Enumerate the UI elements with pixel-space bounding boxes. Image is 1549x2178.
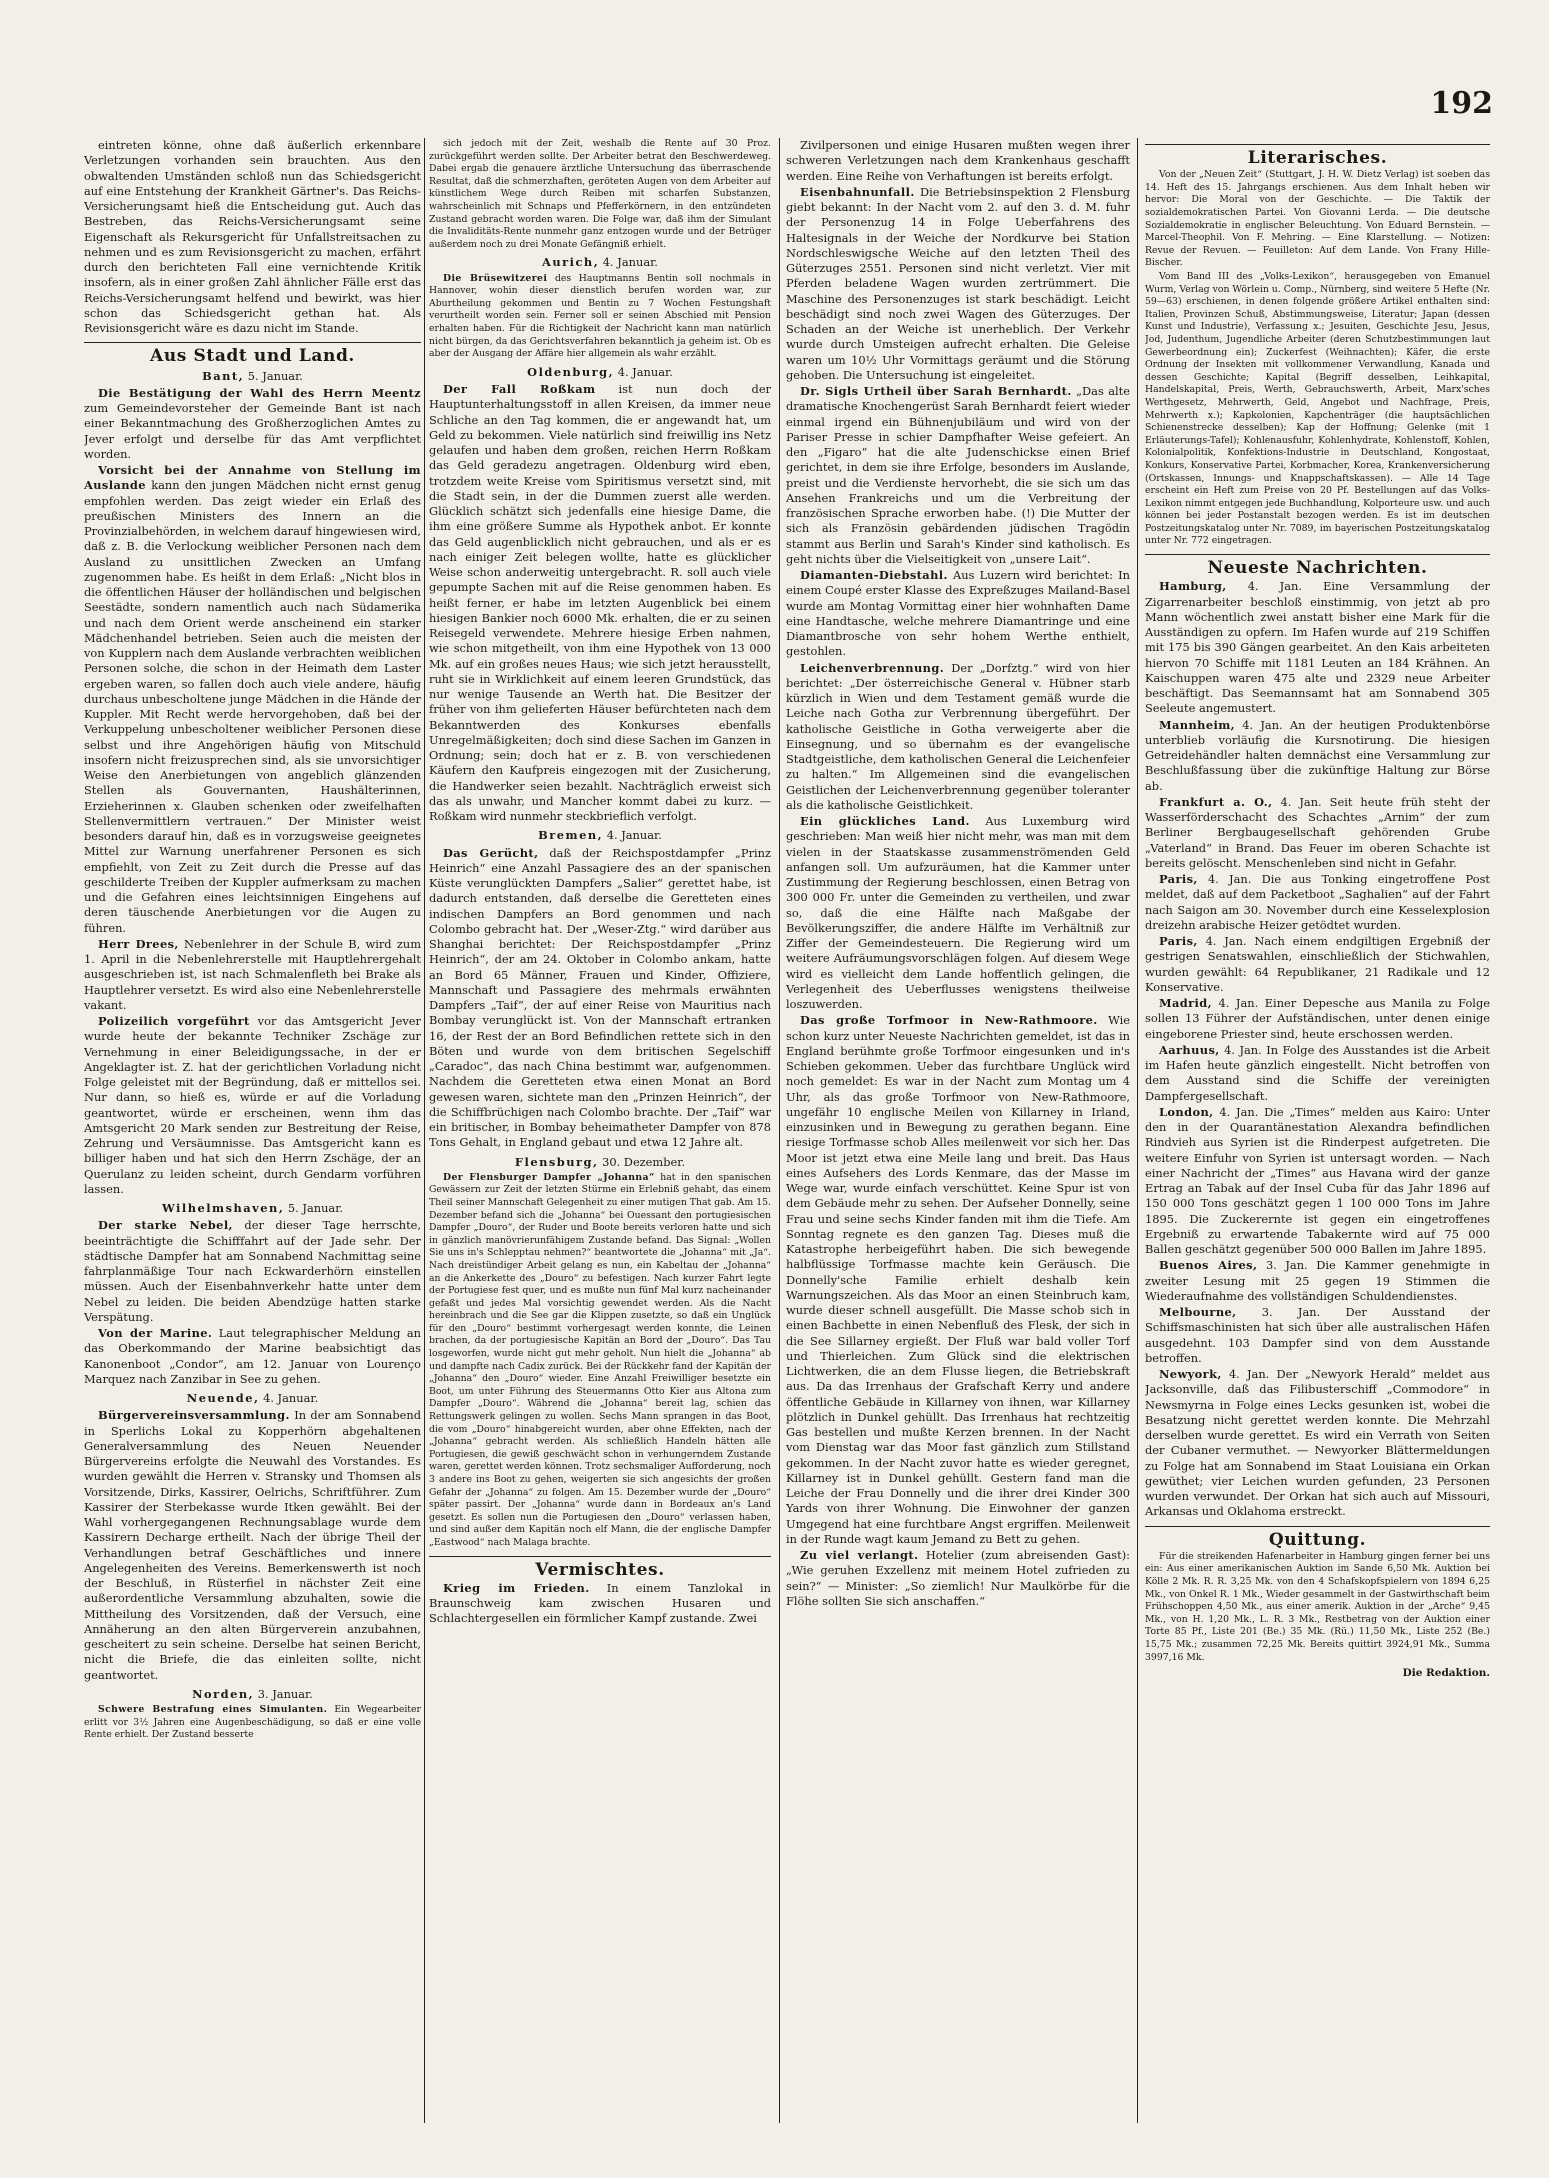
article-paragraph (1145, 996, 1490, 1042)
article-headline: Von der Marine. (98, 1326, 213, 1340)
article-headline: Buenos Aires, (1159, 1258, 1258, 1273)
dateline-date: 4. Januar. (599, 255, 658, 270)
article-paragraph (1145, 872, 1490, 933)
article-headline: Krieg im Frieden. (443, 1580, 590, 1595)
section-heading: Quittung. (1268, 1529, 1367, 1550)
article-paragraph (786, 568, 1130, 660)
article-body: sich jedoch mit der Zeit, weshalb die Rente auf 30 Proz. zurückgeführt werden sollte. Der Arbeiter betrat den Beschwerdeweg. Dabei ergab die genauere ärztliche Untersuchung das überraschende Resultat, daß die schmerzhaften, geröteten Augen von dem Arbeiter auf künstlichem Wege durch Reiben mit scharfen Substanzen, wahrscheinlich mit Schnaps und Pfefferkörnern, in den entzündeten Zustand gebracht worden waren. Die Folge war, daß ihm der Simulant die Invaliditäts-Rente nunmehr ganz entzogen wurde und der Betrüger außerdem noch zu drei Monate Gefängniß erhielt. (429, 138, 771, 250)
section-heading: Neueste Nachrichten. (1207, 558, 1428, 579)
section-rule (1145, 554, 1490, 555)
dateline (84, 1687, 421, 1702)
article-paragraph (84, 1704, 421, 1742)
article-body: 3. Jan. Der Ausstand der Schiffsmaschinisten hat sich über alle australischen Häfen ausgedehnt. 103 Dampfer sind von dem Ausstande betroffen. (1145, 1305, 1490, 1365)
article-paragraph (786, 1013, 1130, 1547)
article-paragraph (786, 814, 1130, 1012)
article-paragraph (1145, 1105, 1490, 1258)
article-body: hat in den spanischen Gewässern zur Zeit der letzten Stürme ein Erlebniß gehabt, das einem Theil seiner Mannschaft Gelegenheit zu einer mutigen That gab. Am 15. Dezember befand sich die „Johanna“ bei Ouessant den portugiesischen Dampfer „Douro“, der Ruder und Boote bereits verloren hatte und sich in gänzlich manövrierunfähigem Zustande befand. Das Signal: „Wollen Sie uns in's Schlepptau nehmen?“ beantwortete die „Johanna“ mit „Ja“. Nach dreistündiger Arbeit gelang es nun, ein Kabeltau der „Johanna“ an die Ankerkette des „Douro“ zu befestigen. Nach kurzer Fahrt legte der Portugiese fest quer, und es mußte nun fünf Mal kurz nacheinander gefaßt und jedes Mal vorsichtig gewendet werden. Als die Nacht hereinbrach und die See gar die Klippen zusetzte, so daß ein Unglück für den „Douro“ bestimmt vorhergesagt werden konnte, die Leinen brachen, da der portugiesische Kapitän an Bord der „Douro“. Das Tau losgeworfen, wurde nicht gut mehr geholt. Nun hielt die „Johanna“ ab und dampfte nach Cadix zurück. Bei der Rückkehr fand der Kapitän der „Johanna“ den „Douro“ wieder. Eine Anzahl Freiwilliger besetzte ein Boot, um unter Führung des Steuermanns Otto Kier aus Altona zum Dampfer „Douro“. Während die „Johanna“ bereit lag, schien das Rettungswerk gelingen zu wollen. Sechs Mann sprangen in das Boot, die vom „Douro“ hinabgereicht wurden, aber ohne Effekten, nach der „Johanna“ gebracht werden. Als schließlich Handeln hätten alle Portugiesen, die gewiß geschwächt schon in verhungerndem Zustande waren, gerettet werden können. Trotz sechsmaliger Aufforderung, noch 3 andere ins Boot zu gehen, weigerten sie sich angesichts der großen Gefahr der „Johanna“ zu folgen. Am 15. Dezember wurde der „Douro“ später passirt. Der „Johanna“ wurde dann in Bordeaux an's Land gesetzt. Es sollen nun die Portugiesen den „Douro“ verlassen haben, und sind außer dem Kapitän noch elf Mann, die der englische Dampfer „Eastwood“ nach Malaga brachte. (429, 1171, 771, 1548)
dateline (84, 1201, 421, 1216)
dateline-date: 4. Januar. (614, 364, 673, 379)
article-body: Laut telegraphischer Meldung an das Oberkommando der Marine beabsichtigt das Kanonenboot „Condor“, am 12. Januar von Lourenço Marquez nach Zanzibar in See zu gehen. (84, 1326, 421, 1386)
article-paragraph (84, 1014, 421, 1197)
article-body: Für die streikenden Hafenarbeiter in Hamburg gingen ferner bei uns ein: Aus einer amerikanischen Auktion im Sande 6,50 Mk. Auktion bei Kölle 2 Mk. R. R. 3,25 Mk. von den 4 Schafskopfspielern von 1894 6,25 Mk., von Onkel R. 1 Mk., Wieder gesammelt in der Gastwirthschaft beim Frühschoppen 4,50 Mk., aus einer amerik. Auktion in der „Arche“ 9,45 Mk., von H. 1,20 Mk., L. R. 3 Mk., Restbetrag von der Auktion einer Torte 85 Pf., Liste 201 (Be.) 35 Mk. (Rü.) 11,50 Mk., Liste 252 (Be.) 15,75 Mk.; zusammen 72,25 Mk. Bereits quittirt 3924,91 Mk., Summa 3997,16 Mk. (1145, 1550, 1490, 1663)
article-headline: Newyork, (1159, 1367, 1222, 1382)
article-body: Hotelier (zum abreisenden Gast): „Wie geruhen Exzellenz mit meinem Hotel zufrieden zu sein?“ — Minister: „So ziemlich! Nur Maulkörbe für die Flöhe sollten Sie sich anschaffen.“ (786, 1548, 1130, 1608)
article-paragraph (84, 463, 421, 936)
section-heading: Vermischtes. (535, 1559, 665, 1580)
article-body: 4. Jan. Nach einem endgiltigen Ergebniß der gestrigen Senatswahlen, einschließlich der Stichwahlen, wurden gewählt: 64 Republikaner, 21 Radikale und 12 Konservative. (1145, 934, 1490, 994)
dateline (429, 365, 771, 380)
article-headline: Polizeilich vorgeführt (98, 1014, 250, 1028)
article-body: In der am Sonnabend in Sperlichs Lokal zu Kopperhörn abgehaltenen Generalversammlung des Neuen Neuender Bürgervereins erfolgte die Neuwahl des Vorstandes. Es wurden gewählt die Herren v. Stransky und Thomsen als Vorsitzende, Dirks, Kassirer, Oelrichs, Schriftführer. Zum Kassirer der Sterbekasse wurde Itken gewählt. Bei der Wahl vorhergegangenen Rechnungsablage wurde dem Kassirern Decharge ertheilt. Nach der übrige Theil der Verhandlungen betraf Geschäftliches und innere Angelegenheiten des Vereins. Bemerkenswerth ist noch der Beschluß, in Rüsterfiel in nächster Zeit eine außerordentliche Versammlung abzuhalten, sowie die Mittheilung des Vorsitzenden, daß der Versuch, eine Annäherung an den alten Bürgerverein anzubahnen, gescheitert zu sein scheine. Derselbe hat seinen Bericht, nicht die Briefe, die das einleiten sollte, nicht geantwortet. (84, 1408, 421, 1682)
section-rule (429, 1556, 771, 1557)
article-headline: Leichenverbrennung. (800, 660, 945, 675)
article-headline: Das Gerücht, (443, 845, 539, 860)
dateline-place: Norden, (192, 1686, 255, 1701)
article-headline: Frankfurt a. O., (1159, 794, 1273, 809)
dateline-date: 5. Januar. (244, 368, 303, 383)
article-headline: Das große Torfmoor in New-Rathmoore. (800, 1013, 1098, 1028)
article-headline: Melbourne, (1159, 1305, 1237, 1320)
article-paragraph (429, 273, 771, 361)
article-body: der dieser Tage herrschte, beeinträchtigte die Schifffahrt auf der Jade sehr. Der städtische Dampfer hat am Sonnabend Nachmittag seine fahrplanmäßige Tour nach Eckwarderhörn einstellen müssen. Auch der Eisenbahnverkehr hatte unter dem Nebel zu leiden. Die beiden Abendzüge hatten starke Verspätung. (84, 1218, 421, 1324)
article-headline: Schwere Bestrafung eines Simulanten. (98, 1704, 328, 1715)
article-paragraph (429, 1581, 771, 1627)
article-body: Zivilpersonen und einige Husaren mußten wegen ihrer schweren Verletzungen nach dem Krankenhaus geschafft werden. Eine Reihe von Verhaftungen ist bereits erfolgt. (786, 138, 1130, 183)
article-headline: Der starke Nebel, (98, 1218, 233, 1233)
dateline-place: Oldenburg, (527, 364, 615, 379)
article-paragraph (84, 1218, 421, 1325)
article-headline: Herr Drees, (98, 936, 179, 951)
dateline-place: Bant, (202, 368, 245, 383)
article-paragraph (786, 138, 1130, 184)
section-heading: Literarisches. (1247, 148, 1388, 168)
editorial-signature: Die Redaktion. (1402, 1667, 1490, 1680)
article-body: Der „Dorfztg.“ wird von hier berichtet: „Der österreichische General v. Hübner starb kürzlich in Wien und dem Testament gemäß wurde die Leiche nach Gotha zur Verbrennung übergeführt. Der katholische Geistliche in Gotha verweigerte aber die Einsegnung, und so übernahm es der evangelische Stadtgeistliche, dem katholischen General die Leichenfeier zu halten.“ Im Allgemeinen sind die evangelischen Geistlichen der Leichenverbrennung gegenüber toleranter als die katholische Geistlichkeit. (786, 660, 1130, 812)
article-body: kann den jungen Mädchen nicht ernst genug empfohlen werden. Das zeigt wieder ein Erlaß des preußischen Ministers des Innern an die Provinzialbehörden, in welchem darauf hingewiesen wird, daß z. B. die Verlockung weiblicher Personen nach dem Ausland zu unsittlichen Zwecken an Umfang zugenommen habe. Es heißt in dem Erlaß: „Nicht blos in die öffentlichen Häuser der holländischen und belgischen Seestädte, sondern namentlich auch nach Südamerika und nach dem Orient werde anscheinend ein starker Mädchenhandel betrieben. Seien auch die meisten der von Kupplern nach dem Auslande verbrachten weiblichen Personen solche, die schon in der Heimath dem Laster ergeben waren, so fallen doch auch viele andere, häufig durchaus unbescholtene junge Mädchen in die Hände der Kuppler. Mit Recht werde hervorgehoben, daß bei der Verkuppelung unbescholtener weiblicher Personen diese selbst und ihre Angehörigen häufig von Mitschuld insofern nicht freizusprechen sind, als sie unvorsichtiger Weise den Anerbietungen von angeblich glänzenden Stellen als Gouvernanten, Haushälterinnen, Erzieherinnen x. Glauben schenken oder zweifelhaften Stellenvermittlern vertrauen.“ Der Minister weist besonders darauf hin, daß es in vorzugsweise geeignetes Mittel zur Warnung unerfahrener Personen es sich empfiehlt, von Zeit zu Zeit durch die Presse auf das geschilderte Treiben der Kuppler aufmerksam zu machen und die Gefahren eines leichtsinnigen Eingehens auf deren täuschende Anerbietungen vor die Augen zu führen. (84, 478, 421, 935)
article-headline: Paris, (1159, 872, 1198, 887)
column-3 (786, 138, 1130, 2123)
article-body: 4. Jan. In Folge des Ausstandes ist die Arbeit im Hafen heute gänzlich eingestellt. Nicht betroffen von dem Ausstand sind die Schiffe der vereinigten Dampfergesellschaft. (1145, 1042, 1490, 1103)
article-headline: Der Flensburger Dampfer „Johanna“ (443, 1171, 655, 1183)
article-paragraph (1145, 934, 1490, 995)
dateline-date: 5. Januar. (284, 1201, 344, 1215)
dateline (429, 1155, 771, 1170)
article-paragraph (1145, 1258, 1490, 1304)
article-body: Vom Band III des „Volks-Lexikon“, herausgegeben von Emanuel Wurm, Verlag von Wörlein u. Comp., Nürnberg, sind weitere 5 Hefte (Nr. 59—63) erschienen, in denen folgende größere Artikel enthalten sind: Italien, Provinzen Schuß, Abstimmungsweise, Literatur; Japan (dessen Kunst und Industrie), Verfassung x.; Jesuiten, Geschichte Jesu, Jesus, Jod, Judenthum, Jugendliche Arbeiter (deren Schutzbestimmungen laut Gewerbeordnung ein); Zuckerfest (Weihnachten); Käfer, die erste Ordnung der Insekten mit vollkommener Verwandlung, Kanada und dessen Geschichte; Kapital (Begriff desselben, Leihkapital, Handelskapital, Preis, Werth, Gebrauchswerth, Arbeit, Marx'sches Werthgesetz, Mehrwerth, Geld, Angebot und Nachfrage, Preis, Mehrwerth x.); Kapkolonien, Kapchenträger (die hauptsächlichen Schienenstrecke desselben); Kap der Hoffnung; Gelenke (mit 1 Erläuterungs-Tafel); Kohlenausfuhr, Kohlenhydrate, Kohlenstoff, Kohlen, Kolonialpolitik, Konfektions-Industrie in Deutschland, Kongostaat, Konkurs, Konservative Partei, Korbmacher, Korea, Krankenversicherung (Ortskassen, Innungs- und Knappschaftskassen). — Alle 14 Tage erscheint ein Heft zum Preise von 20 Pf. Bestellungen auf das Volks-Lexikon nimmt entgegen jede Buchhandlung, Kolporteure usw. und auch können bei jeder Postanstalt bezogen werden. Es ist im deutschen Postzeitungskatalog unter Nr. 7089, im bayerischen Postzeitungskatalog unter Nr. 772 eingetragen. (1145, 271, 1490, 547)
dateline-date: 4. Januar. (259, 1391, 319, 1405)
article-body: In einem Tanzlokal in Braunschweig kam zwischen Husaren und Schlachtergesellen ein förmlicher Kampf zustande. Zwei (429, 1580, 771, 1626)
dateline-date: 30. Dezember. (598, 1154, 686, 1169)
article-body: Ein Wegearbeiter erlitt vor 3½ Jahren eine Augenbeschädigung, so daß er eine volle Rente erhielt. Der Zustand besserte (84, 1704, 421, 1741)
article-body: vor das Amtsgericht Jever wurde heute der bekannte Techniker Zschäge zur Vernehmung in einer Beleidigungssache, in der er Angeklagter ist. Z. hat der gerichtlichen Vorladung nicht Folge geleistet mit der Begründung, daß er mittellos sei. Nur dann, so hieß es, würde er auf die Vorladung geantwortet, würde er erscheinen, wenn ihm das Amtsgericht 20 Mark senden zur Bestreitung der Reise, Zehrung und Versäumnisse. Das Amtsgericht kann es billiger haben und hat sich den Herrn Zschäge, der an Querulanz zu leiden scheint, durch Gendarm vorführen lassen. (84, 1014, 421, 1196)
article-headline: Aarhuus, (1159, 1042, 1220, 1057)
article-headline: Zu viel verlangt. (800, 1548, 919, 1562)
article-body: 4. Jan. Die aus Tonking eingetroffene Post meldet, daß auf dem Packetboot „Saghalien“ auf der Fahrt nach Saigon am 30. November durch eine Kesselexplosion dreizehn arabische Heizer getödtet wurden. (1145, 872, 1490, 932)
article-body: Nebenlehrer in der Schule B, wird zum 1. April in die Nebenlehrerstelle mit Hauptlehrergehalt ausgeschrieben ist, ist nach Schmalenfleth bei Brake als Hauptlehrer versetzt. Es wird also eine Nebenlehrerstelle vakant. (84, 936, 421, 1012)
article-paragraph (1145, 169, 1490, 270)
article-paragraph (429, 138, 771, 251)
article-paragraph (84, 386, 421, 462)
article-body: ist nun doch der Hauptunterhaltungsstoff in allen Kreisen, da immer neue Schliche an den Tag kommen, die er angewandt hat, um Geld zu bekommen. Viele natürlich sind freiwillig ins Netz gelaufen und haben dem großen, reichen Herrn Roßkam das Geld geradezu angetragen. Oldenburg wird eben, trotzdem weite Kreise vom Spiritismus versetzt sind, mit die Stadt sein, in der die Dummen zuerst alle werden. Glücklich schätzt sich jedenfalls eine hiesige Dame, die ihm eine größere Summe als Hypothek anbot. Er konnte das Geld augenblicklich nicht gebrauchen, und als er es nach einiger Zeit belegen wollte, hatte es glücklicher Weise schon anderweitig untergebracht. R. soll auch viele gepumpte Sachen mit auf die Reise genommen haben. Es heißt ferner, er habe im letzten Augenblick bei einem hiesigen Bankier noch 6000 Mk. erhalten, die er zu seinen Reisegeld verwendete. Mehrere hiesige Erben nahmen, wie schon mitgetheilt, von ihm eine Hypothek von 13 000 Mk. auf ein großes neues Haus; wie sich jetzt herausstellt, ruht sie in Wirklichkeit auf einem leeren Grundstück, das nur wenige Tausende an Werth hat. Die Besitzer der früher von ihm gelieferten Häuser befürchteten nach dem Bekanntwerden des Konkurses ebenfalls Unregelmäßigkeiten; doch sind diese Sachen im Ganzen in Ordnung; sein; doch hat er z. B. von verschiedenen Käufern den Kaufpreis eingezogen mit der Zusicherung, die Handwerker seien bezahlt. Nachträglich erweist sich das als unwahr, und Mancher kommt dabei zu kurz. — Roßkam wird nunmehr steckbrieflich verfolgt. (429, 382, 771, 823)
article-headline: Dr. Sigls Urtheil über Sarah Bernhardt. (800, 384, 1072, 398)
article-paragraph (786, 1548, 1130, 1609)
dateline-place: Wilhelmshaven, (161, 1201, 285, 1215)
column-rule (779, 138, 780, 2123)
dateline (84, 1391, 421, 1406)
article-headline: London, (1159, 1104, 1214, 1119)
newspaper-columns (84, 138, 1490, 2123)
section-rule (84, 342, 421, 343)
article-paragraph (1145, 579, 1490, 716)
article-body: 4. Jan. Eine Versammlung der Zigarrenarbeiter beschloß einstimmig, von jetzt ab pro Mann wöchentlich zwei anstatt bisher eine Mark für die Ausständigen zu opfern. Im Hafen wurde auf 219 Schiffen mit 175 bis 390 Gängen gearbeitet. An den Kais arbeiteten hiervon 70 Schiffe mit 1181 Leuten an 184 Krähnen. An Kaischuppen waren 475 alte und 2329 neue Arbeiter beschäftigt. Das Seemannsamt hat am Sonnabend 305 Seeleute angemustert. (1145, 579, 1490, 716)
dateline-place: Flensburg, (514, 1154, 599, 1169)
article-paragraph (1145, 1305, 1490, 1366)
dateline-place: Aurich, (542, 255, 600, 270)
article-body: 3. Jan. Die Kammer genehmigte in zweiter Lesung mit 25 gegen 19 Stimmen die Wiederaufnahme des vollständigen Schuldendienstes. (1145, 1258, 1490, 1303)
article-body: Aus Luzern wird berichtet: In einem Coupé erster Klasse des Expreßzuges Mailand-Basel wurde am Montag Vormittag einer hier wohnhaften Dame eine Handtasche, welche mehrere Diamantringe und eine Diamantbrosche von sehr hohem Werthe enthielt, gestohlen. (786, 568, 1130, 659)
article-body: 4. Jan. Die „Times“ melden aus Kairo: Unter den in der Quarantänestation Alexandra befindlichen Rindvieh aus Syrien ist die Rinderpest aufgetreten. Die weitere Einfuhr von Syrien ist untersagt worden. — Nach einer Nachricht der „Times“ aus Havana wird der ganze Ertrag an Tabak auf der Insel Cuba für das Jahr 1896 auf 150 000 Tons geschätzt gegen 1 100 000 Tons im Jahre 1895. Die Zuckerernte ist gegen ein eingetroffenes Ergebniß zu erwartende Tabakernte wird auf 75 000 Ballen geschätzt gegenüber 500 000 Ballen im Jahre 1895. (1145, 1104, 1490, 1257)
article-headline: Diamanten-Diebstahl. (800, 568, 948, 582)
article-headline: Die Bestätigung der Wahl des Herrn Meentz (98, 385, 421, 400)
article-body: Aus Luxemburg wird geschrieben: Man weiß hier nicht mehr, was man mit dem vielen in der Staatskasse zusammenströmenden Geld anfangen soll. Um aufzuräumen, hat die Kammer unter Zustimmung der Regierung beschlossen, einen Betrag von 300 000 Fr. unter die Gemeinden zu vertheilen, und zwar so, daß die eine Hälfte nach Maßgabe der Bevölkerungsziffer, die andere Hälfte im Verhältniß zur Ziffer der Gemeindesteuern. Die Regierung wird um weitere Aufräumungsvorschlägen folgen. Auf diesem Wege wird es vielleicht dem Lande hoffentlich gelingen, die Verlegenheit des Ueberflusses wenigstens theilweise loszuwerden. (786, 814, 1130, 1011)
article-body: 4. Jan. Seit heute früh steht der Wasserförderschacht des Schachtes „Arnim“ der zum Berliner Bergbaugesellschaft gehörenden Grube „Vaterland“ in Brand. Das Feuer im oberen Schachte ist bereits gelöscht. Menschenleben sind nicht in Gefahr. (1145, 794, 1490, 870)
article-paragraph (786, 384, 1130, 567)
article-headline: Eisenbahnunfall. (800, 184, 915, 199)
dateline (429, 255, 771, 270)
article-paragraph (1145, 795, 1490, 871)
article-headline: Die Brüsewitzerei (443, 272, 548, 284)
article-paragraph (84, 1326, 421, 1387)
article-paragraph (1145, 1367, 1490, 1520)
article-headline: Vorsicht bei der Annahme von Stellung im Auslande (84, 463, 421, 493)
article-body: Wie schon kurz unter Neueste Nachrichten gemeldet, ist das in England berühmte große Torfmoor eingesunken und in's Schieben gekommen. Ueber das furchtbare Unglück wird noch gemeldet: Es war in der Nacht zum Montag um 4 Uhr, als das große Torfmoor von New-Rathmoore, ungefähr 10 englische Meilen von Killarney in Irland, einzusinken und in Bewegung zu gerathen begann. Eine riesige Torfmasse schob Alles meilenweit vor sich her. Das Moor ist jetzt etwa eine Meile lang und breit. Das Haus eines Aufsehers des Lords Kenmare, das der Masse im Wege war, wurde einfach verschüttet. Keine Spur ist von dem Gebäude mehr zu sehen. Der Aufseher Donnelly, seine Frau und seine sechs Kinder fanden mit ihm die Tiefe. Am Sonntag regnete es den ganzen Tag. Dieses muß die Katastrophe herbeigeführt haben. Die sich bewegende halbflüssige Torfmasse machte kein Geräusch. Die Donnelly'sche Familie erhielt deshalb kein Warnungszeichen. Als das Moor an einen Steinbruch kam, wurde dieser schnell ausgefüllt. Die Masse schob sich in einen Bachbette in einen Nebenfluß des Flesk, der sich in die See Sillarney ergießt. Der Fluß war bald voller Torf und Thierleichen. Zum Glück sind die elektrischen Lichtwerken, die an dem Flusse liegen, die Betriebskraft aus. Da das Irrenhaus der Grafschaft Kerry und andere öffentliche Gebäude in Killarney von ihnen, war Killarney plötzlich in Dunkel gehüllt. Das Irrenhaus hat rechtzeitig Gas bestellen und mußte Kerzen brennen. In der Nacht vom Dienstag war das Moor fast gänzlich zum Stillstand gekommen. In der Nacht zuvor hatte es wieder geregnet, Killarney ist in Dunkel gehüllt. Gestern fand man die Leiche der Frau Donnelly und die ihrer drei Kinder 300 Yards von ihrer Wohnung. Die Einwohner der ganzen Umgegend hat eine furchtbare Angst ergriffen. Meilenweit in der Runde wagt kaum Jemand zu Bett zu gehen. (786, 1013, 1130, 1546)
article-body: 4. Jan. An der heutigen Produktenbörse unterblieb vorläufig die Kursnotirung. Die hiesigen Getreidehändler halten demnächst eine Versammlung zur Beschlußfassung über die zukünftige Haltung zur Börse ab. (1145, 717, 1490, 793)
column-rule (424, 138, 425, 2123)
article-paragraph (1145, 1043, 1490, 1104)
section-heading: Aus Stadt und Land. (150, 346, 355, 367)
article-body: eintreten könne, ohne daß äußerlich erkennbare Verletzungen vorhanden sein brauchten. Aus den obwaltenden Umständen schloß nun das Schiedsgericht auf eine Entstehung der Krankheit Gärtner's. Das Reichs-Versicherungsamt hieß die Entscheidung gut. Auch das Bestreben, das Reichs-Versicherungsamt seine Eigenschaft als Rekursgericht für Unfallstreitsachen zu nehmen und es zum Revisionsgericht zu machen, erfährt durch den berichteten Fall eine vernichtende Kritik insofern, als in einer großen Zahl ähnlicher Fälle erst das Reichs-Versicherungsamt helfend und bewirkt, was hier schon das Schiedsgericht gethan hat. Als Revisionsgericht wäre es dazu nicht im Stande. (84, 138, 421, 335)
section-rule (1145, 144, 1490, 145)
article-paragraph (786, 661, 1130, 814)
dateline-date: 3. Januar. (254, 1686, 313, 1701)
article-paragraph (84, 1408, 421, 1683)
article-body: Von der „Neuen Zeit“ (Stuttgart, J. H. W. Dietz Verlag) ist soeben das 14. Heft des 15. Jahrgangs erschienen. Aus dem Inhalt heben wir hervor: Die Moral von der Geschichte. — Die Taktik der sozialdemokratischen Partei. Von Giovanni Lerda. — Die deutsche Sozialdemokratie in englischer Beleuchtung. Von Eduard Bernstein. — Marcel-Theophil. Von F. Mehring. — Eine Klarstellung. — Notizen: Revue der Revuen. — Feuilleton: Auf dem Lande. Von Frany Hille-Bischer. (1145, 169, 1490, 269)
article-body: zum Gemeindevorsteher der Gemeinde Bant ist nach einer Bekanntmachung des Großherzoglichen Amtes zu Jever erfolgt und derselbe für das Amt verpflichtet worden. (84, 401, 421, 461)
dateline-date: 4. Januar. (603, 828, 662, 843)
article-headline: Ein glückliches Land. (800, 814, 970, 828)
article-paragraph (1145, 271, 1490, 548)
article-body: daß der Reichspostdampfer „Prinz Heinrich“ eine Anzahl Passagiere des an der spanischen Küste verunglückten Dampfers „Salier“ gerettet habe, ist dadurch entstanden, daß derselbe die Geretteten eines indischen Dampfers an Bord genommen und nach Colombo gebracht hat. Der „Weser-Ztg.“ wird darüber aus Shanghai berichtet: Der Reichspostdampfer „Prinz Heinrich“, der am 24. Oktober in Colombo ankam, hatte an Bord 65 Männer, Frauen und Kinder, Offiziere, Mannschaft und Passagiere des mehrmals erwähnten Dampfers „Taif“, der auf einer Reise von Mauritius nach Bombay verunglückt ist. Von der Mannschaft ertranken 16, der Rest der an Bord Befindlichen rettete sich in den Böten und wurde von dem britischen Segelschiff „Caradoc“, das nach China bestimmt war, aufgenommen. Nachdem die Geretteten etwa einen Monat an Bord gewesen waren, sichtete man den „Prinzen Heinrich“, der die Schiffbrüchigen nach Colombo brachte. Der „Taif“ war ein britischer, in Bombay beheimatheter Dampfer von 878 Tons Gehalt, in England gebaut und etwa 12 Jahre alt. (429, 845, 771, 1150)
article-headline: Der Fall Roßkam (443, 382, 596, 396)
article-paragraph (84, 138, 421, 336)
article-paragraph (84, 937, 421, 1013)
article-headline: Hamburg, (1159, 579, 1227, 594)
article-paragraph (429, 846, 771, 1151)
article-headline: Mannheim, (1159, 717, 1236, 732)
column-4 (1145, 138, 1490, 2123)
article-body: Die Betriebsinspektion 2 Flensburg giebt bekannt: In der Nacht vom 2. auf den 3. d. M. fuhr der Personenzug 14 in Folge Ueberfahrens des Haltesignals in der Weiche der Nordkurve bei Station Nordschleswigsche Weiche auf den letzten Theil des Güterzuges 2551. Personen sind nicht verletzt. Vier mit Pferden beladene Wagen wurden zertrümmert. Die Maschine des Personenzuges ist stark beschädigt. Leicht beschädigt sind noch zwei Wagen des Güterzuges. Der Schaden an der Weiche ist unerheblich. Der Verkehr wurde durch Umsteigen aufrecht erhalten. Die Geleise waren um 10½ Uhr Vormittags geräumt und die Störung gehoben. Die Untersuchung ist eingeleitet. (786, 184, 1130, 382)
column-1 (84, 138, 421, 2123)
article-paragraph (1145, 718, 1490, 794)
section-rule (1145, 1526, 1490, 1527)
column-2 (429, 138, 771, 2123)
article-paragraph (786, 185, 1130, 383)
article-paragraph (429, 382, 771, 824)
dateline (84, 369, 421, 384)
article-paragraph (1145, 1551, 1490, 1664)
article-paragraph (429, 1172, 771, 1550)
article-body: des Hauptmanns Bentin soll nochmals in Hannover, wohin dieser dienstlich berufen worden war, zur Aburtheilung gekommen und Bentin zu 7 Wochen Festungshaft verurtheilt worden sein. Ferner soll er seinen Abschied mit Pension erhalten haben. Für die Richtigkeit der Nachricht kann man natürlich nicht bürgen, da das Gerichtsverfahren bekanntlich ja geheim ist. Ob es aber der Ausgang der Affäre hier allgemein als wahr erzählt. (429, 272, 771, 360)
article-headline: Madrid, (1159, 996, 1213, 1011)
article-headline: Paris, (1159, 934, 1198, 949)
article-body: 4. Jan. Der „Newyork Herald“ meldet aus Jacksonville, daß das Filibusterschiff „Commodore“ in Newsmyrna in Folge eines Lecks gesunken ist, wobei die Besatzung nicht gerettet werden konnte. Die Mehrzahl derselben wurde gerettet. Es wird ein Verrath von Seiten der Cubaner vermuthet. — Newyorker Blättermeldungen zu Folge hat am Sonnabend im Staat Louisiana ein Orkan gewüthet; vier Leichen wurden gefunden, 23 Personen wurden verwundet. Der Orkan hat sich auch auf Missouri, Arkansas und Oklahoma erstreckt. (1145, 1367, 1490, 1519)
dateline (429, 828, 771, 843)
article-headline: Bürgervereinsversammlung. (98, 1408, 290, 1423)
article-body: „Das alte dramatische Knochengerüst Sarah Bernhardt feiert wieder einmal irgend ein Bühnenjubiläum und wird von der Pariser Presse in schier Dampfhafter Weise gefeiert. An den „Figaro“ hat die alte Judenschickse einen Brief gerichtet, in dem sie ihre Erfolge, besonders im Auslande, preist und die Verdienste hervorhebt, die sie sich um das Ansehen Frankreichs und um die Verbreitung der französischen Sprache erworben habe. (!) Die Mutter der sich als Französin gebärdenden jüdischen Tragödin stammt aus Berlin und Sarah's Kinder sind katholisch. Es geht nichts über die Vielseitigkeit von „unsere Lait“. (786, 384, 1130, 566)
dateline-place: Bremen, (538, 828, 604, 843)
page-number: 192 (1430, 86, 1493, 121)
column-rule (1137, 138, 1138, 2123)
article-body: 4. Jan. Einer Depesche aus Manila zu Folge sollen 13 Führer der Aufständischen, unter denen einige eingeborene Priester sind, heute erschossen werden. (1145, 996, 1490, 1041)
dateline-place: Neuende, (186, 1391, 260, 1405)
